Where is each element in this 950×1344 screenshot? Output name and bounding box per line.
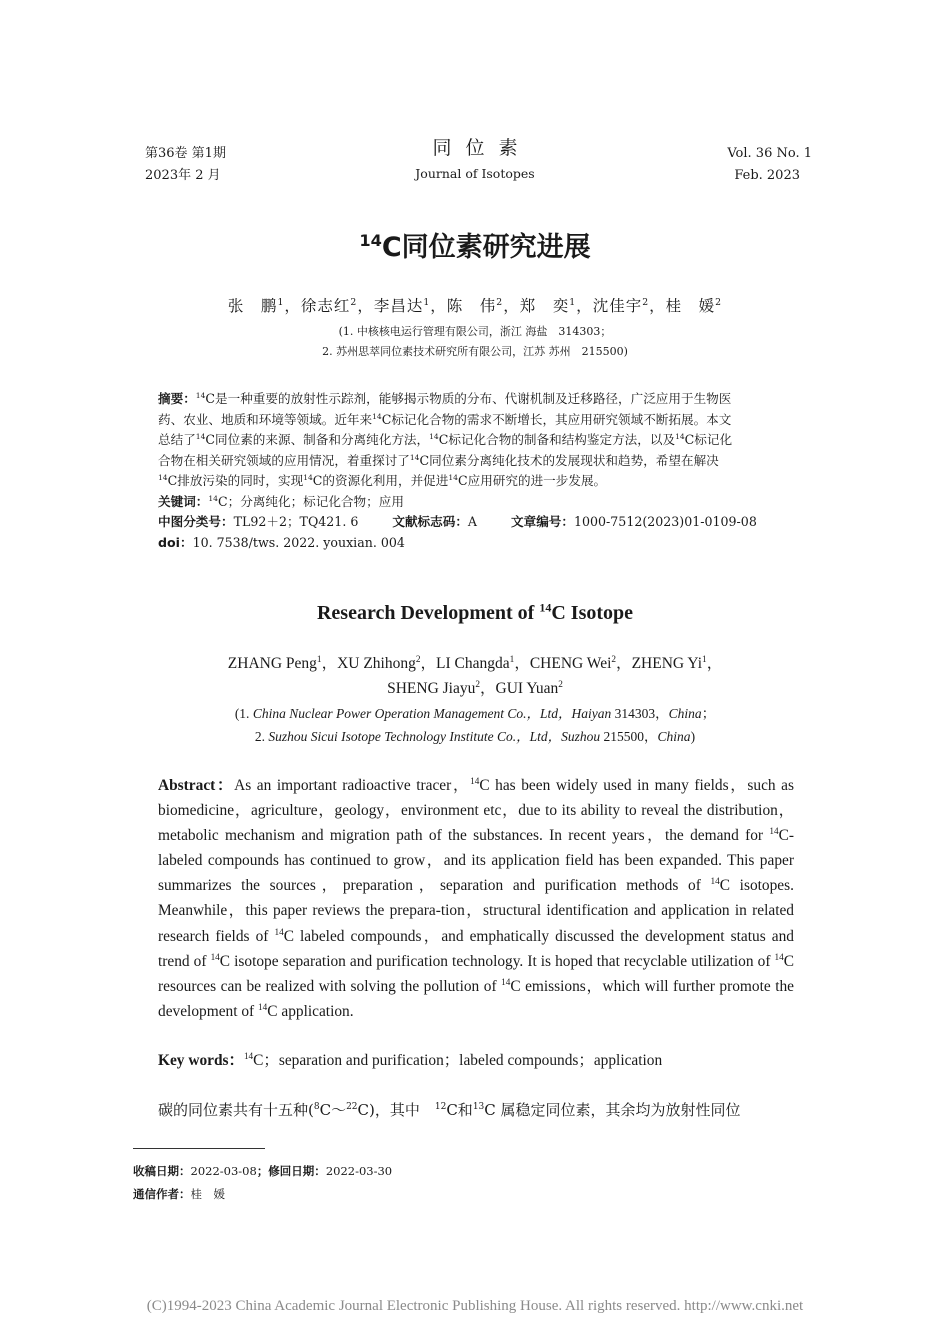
affiliation-en-2 bbox=[0, 726, 950, 749]
abstract-en-text: C labeled compounds，and emphatically discussed the development status and trend of bbox=[158, 927, 794, 970]
journal-name bbox=[380, 135, 570, 185]
aff-en-1-country: China bbox=[668, 706, 702, 721]
abstract-cn bbox=[158, 389, 794, 553]
title-text: C同位素研究进展 bbox=[381, 232, 591, 263]
author-en-name: GUI Yuan bbox=[495, 680, 559, 697]
author-separator: ， bbox=[514, 655, 530, 672]
abstract-cn-line bbox=[158, 389, 794, 410]
author-separator: ， bbox=[357, 297, 374, 315]
author-cn-affiliation-mark: 1 bbox=[423, 296, 431, 308]
affiliation-en-1 bbox=[0, 703, 950, 726]
author-en-name: XU Zhihong bbox=[337, 655, 416, 672]
aff-en-2-org: Suzhou Sicui Isotope Technology Institute Co.，Ltd，Suzhou bbox=[268, 728, 601, 744]
abstract-cn-text: C是一种重要的放射性示踪剂，能够揭示物质的分布、代谢机制及迁移路径，广泛应用于生物医 bbox=[205, 391, 732, 406]
author-en-affiliation-mark: 1 bbox=[316, 654, 322, 665]
author-cn-name: 张 鹏 bbox=[227, 297, 278, 315]
isotope-superscript: 14 bbox=[470, 775, 480, 786]
abstract-en-label: Abstract： bbox=[158, 777, 235, 794]
author-separator: ， bbox=[706, 655, 723, 672]
keywords-en-label: Key words： bbox=[158, 1052, 244, 1069]
abstract-cn-text: C标记化合物的需求不断增长，其应用研究领域不断拓展。本文 bbox=[381, 411, 732, 427]
revised-date: 2022-03-30 bbox=[325, 1164, 393, 1178]
authors-en-line-2 bbox=[0, 676, 950, 701]
doc-code-value: A bbox=[467, 514, 478, 529]
body-text-4: C和 bbox=[446, 1101, 473, 1119]
title-superscript: 14 bbox=[359, 231, 382, 250]
author-cn-name: 陈 伟 bbox=[446, 297, 497, 315]
isotope-superscript: 14 bbox=[195, 390, 206, 400]
isotope-superscript: 14 bbox=[710, 876, 720, 887]
isotope-superscript: 14 bbox=[448, 472, 458, 482]
keywords-cn-sup: 14 bbox=[208, 493, 218, 503]
paper-title-cn bbox=[0, 226, 950, 270]
author-en-affiliation-mark: 2 bbox=[611, 654, 617, 665]
keywords-en-sup: 14 bbox=[243, 1050, 254, 1061]
abstract-cn-text: C标记化 bbox=[684, 432, 733, 447]
abstract-en-text: C isotopes. Meanwhile，this paper reviews the prepara-tion，structural identification and application in related research fields of bbox=[158, 877, 794, 945]
abstract-cn-line bbox=[158, 410, 794, 431]
title-en-prefix: Research Development of bbox=[316, 602, 540, 624]
abstract-en-text: C resources can be realized with solving the pollution of bbox=[158, 952, 794, 995]
abstract-en-text: C emissions，which will further promote the development of bbox=[158, 977, 794, 1020]
clc-value: TL92＋2；TQ421. 6 bbox=[233, 514, 359, 529]
body-sup-4: 13 bbox=[472, 1102, 485, 1112]
isotope-superscript: 14 bbox=[409, 452, 420, 462]
date-cn: 2023年 2 月 bbox=[145, 168, 221, 183]
received-date: 2022-03-08 bbox=[190, 1164, 257, 1178]
abstract-cn-text: C排放污染的同时，实现 bbox=[167, 473, 304, 488]
journal-name-en: Journal of Isotopes bbox=[415, 166, 535, 181]
affiliations-en bbox=[0, 703, 950, 748]
abstract-en-text: C-labeled compounds has continued to grow，and its application field has been expanded. This paper summarizes the sources，preparation，separation and purification methods of bbox=[158, 827, 794, 895]
abstract-en bbox=[158, 773, 794, 1024]
aff-en-2-open: 2. bbox=[254, 728, 269, 744]
keywords-cn-label: 关键词： bbox=[158, 493, 209, 509]
article-number-value: 1000-7512(2023)01-0109-08 bbox=[573, 514, 757, 529]
author-en-affiliation-mark: 2 bbox=[415, 654, 421, 665]
aff-en-1-org: China Nuclear Power Operation Management Co.，Ltd，Haiyan bbox=[252, 706, 612, 721]
author-separator: ， bbox=[430, 297, 447, 315]
corresponding-label: 通信作者： bbox=[133, 1187, 191, 1201]
isotope-superscript: 14 bbox=[429, 431, 439, 441]
abstract-en-text: C application. bbox=[267, 1002, 354, 1020]
classification-row bbox=[158, 512, 794, 533]
author-cn-affiliation-mark: 2 bbox=[715, 296, 723, 308]
body-text-2: C～ bbox=[319, 1101, 347, 1119]
doi-label: doi： bbox=[158, 534, 193, 550]
author-cn-affiliation-mark: 2 bbox=[496, 296, 504, 308]
volume-issue-en: Vol. 36 No. 1 bbox=[727, 146, 812, 161]
author-en-name: ZHENG Yi bbox=[631, 655, 703, 672]
author-cn-name: 李昌达 bbox=[373, 297, 424, 315]
author-cn-affiliation-mark: 1 bbox=[277, 296, 285, 308]
keywords-en-text: C；separation and purification；labeled compounds；application bbox=[253, 1052, 663, 1069]
isotope-superscript: 14 bbox=[774, 951, 784, 962]
author-cn-name: 沈佳宇 bbox=[592, 297, 643, 315]
author-en-name: LI Changda bbox=[436, 655, 510, 672]
author-cn-affiliation-mark: 2 bbox=[350, 296, 358, 308]
isotope-superscript: 14 bbox=[769, 826, 779, 837]
author-separator: ， bbox=[321, 655, 338, 672]
isotope-superscript: 14 bbox=[501, 976, 511, 987]
abstract-cn-line bbox=[158, 430, 794, 451]
body-sup-1: 8 bbox=[313, 1102, 320, 1112]
author-en-affiliation-mark: 2 bbox=[475, 679, 481, 690]
abstract-cn-text: C同位素的来源、制备和分离纯化方法， bbox=[205, 432, 430, 447]
paper-title-en bbox=[0, 598, 950, 628]
author-en-affiliation-mark: 1 bbox=[509, 654, 515, 665]
keywords-cn bbox=[158, 492, 794, 513]
author-en-affiliation-mark: 1 bbox=[702, 654, 707, 665]
isotope-superscript: 14 bbox=[675, 431, 685, 441]
aff-en-2-code: 215500， bbox=[600, 728, 658, 744]
isotope-superscript: 14 bbox=[210, 951, 220, 962]
doi-row bbox=[158, 533, 794, 554]
authors-cn bbox=[0, 294, 950, 318]
title-en-suffix: C Isotope bbox=[551, 602, 634, 624]
abstract-cn-line bbox=[158, 471, 794, 492]
abstract-en-body bbox=[158, 777, 794, 1020]
author-cn-name: 郑 奕 bbox=[519, 297, 570, 315]
abstract-cn-text: C标记化合物的制备和结构鉴定方法，以及 bbox=[438, 432, 676, 447]
author-separator: ， bbox=[284, 297, 301, 315]
header-issue-info bbox=[145, 143, 226, 187]
isotope-superscript: 14 bbox=[195, 431, 206, 441]
abstract-cn-label: 摘要： bbox=[158, 391, 196, 406]
abstract-cn-line bbox=[158, 451, 794, 472]
isotope-superscript: 14 bbox=[258, 1001, 268, 1012]
abstract-en-text: As an important radioactive tracer， bbox=[234, 777, 471, 794]
abstract-cn-text: C应用研究的进一步发展。 bbox=[457, 473, 607, 488]
date-en: Feb. 2023 bbox=[734, 168, 800, 183]
title-en-sup: 14 bbox=[539, 600, 552, 615]
aff-en-2-end: ) bbox=[690, 728, 696, 744]
author-separator: ， bbox=[503, 297, 520, 315]
body-text-5: C 属稳定同位素，其余均为放射性同位 bbox=[484, 1101, 741, 1119]
affiliation-cn-2: 2. 苏州思萃同位素技术研究所有限公司，江苏 苏州 215500) bbox=[322, 345, 628, 358]
author-cn-name: 徐志红 bbox=[300, 297, 351, 315]
author-separator: ， bbox=[616, 655, 632, 672]
body-text-1: 碳的同位素共有十五种( bbox=[158, 1101, 314, 1119]
footnote-dates bbox=[133, 1160, 392, 1183]
body-text-3: C)，其中 bbox=[357, 1101, 435, 1119]
author-en-name: ZHANG Peng bbox=[227, 655, 317, 672]
isotope-superscript: 14 bbox=[158, 472, 168, 482]
abstract-en-text: C has been widely used in many fields，such as biomedicine，agriculture，geology，environment etc，due to its ability to reveal the distribution，metabolic mechanism and migration path of the substances. In recent years，the demand for bbox=[158, 777, 795, 845]
abstract-cn-text: 药、农业、地质和环境等领域。近年来 bbox=[158, 411, 373, 427]
abstract-cn-body bbox=[158, 389, 794, 492]
isotope-superscript: 14 bbox=[372, 411, 382, 421]
corresponding-author: 桂 媛 bbox=[190, 1187, 225, 1201]
abstract-cn-text: 总结了 bbox=[158, 432, 196, 447]
authors-en-line-1 bbox=[0, 651, 950, 676]
body-sup-3: 12 bbox=[434, 1102, 447, 1112]
author-cn-affiliation-mark: 2 bbox=[642, 296, 650, 308]
abstract-cn-text: 合物在相关研究领域的应用情况，着重探讨了 bbox=[158, 452, 410, 468]
author-separator: ， bbox=[576, 297, 593, 315]
author-separator: ， bbox=[420, 655, 437, 672]
aff-en-1-code: 314303， bbox=[611, 706, 669, 721]
body-sup-2: 22 bbox=[346, 1102, 358, 1112]
affiliation-cn-1: (1. 中核核电运行管理有限公司，浙江 海盐 314303； bbox=[338, 325, 612, 338]
author-cn-affiliation-mark: 1 bbox=[569, 296, 577, 308]
received-label: 收稿日期： bbox=[133, 1164, 191, 1178]
revised-label: ；修回日期： bbox=[256, 1164, 326, 1178]
author-cn-name: 桂 媛 bbox=[665, 297, 716, 315]
footnotes bbox=[133, 1160, 392, 1206]
author-en-name: SHENG Jiayu bbox=[387, 680, 476, 697]
clc-label: 中图分类号： bbox=[158, 514, 234, 529]
aff-en-2-country: China bbox=[657, 728, 691, 744]
copyright-footer: (C)1994-2023 China Academic Journal Electronic Publishing House. All rights reserved. http://www.cnki.net bbox=[146, 1298, 804, 1314]
author-separator: ， bbox=[649, 297, 666, 315]
aff-en-1-end: ； bbox=[701, 706, 716, 721]
author-separator: ， bbox=[480, 680, 496, 697]
abstract-en-text: C isotope separation and purification technology. It is hoped that recyclable utilization of bbox=[219, 952, 775, 970]
article-number-label: 文章编号： bbox=[511, 514, 574, 529]
doi-value[interactable]: 10. 7538/tws. 2022. youxian. 004 bbox=[192, 534, 405, 550]
footnote-divider bbox=[133, 1148, 265, 1149]
volume-issue-cn: 第36卷 第1期 bbox=[145, 146, 226, 161]
body-paragraph-start bbox=[158, 1097, 838, 1123]
author-en-affiliation-mark: 2 bbox=[558, 679, 563, 690]
abstract-cn-text: C的资源化利用，并促进 bbox=[312, 473, 449, 488]
doc-code-label: 文献标志码： bbox=[392, 514, 468, 529]
abstract-cn-text: C同位素分离纯化技术的发展现状和趋势，希望在解决 bbox=[419, 452, 719, 468]
keywords-en bbox=[158, 1048, 794, 1073]
isotope-superscript: 14 bbox=[274, 926, 284, 937]
isotope-superscript: 14 bbox=[303, 472, 313, 482]
footnote-corresponding bbox=[133, 1183, 392, 1206]
keywords-cn-text: C；分离纯化；标记化合物；应用 bbox=[217, 493, 404, 509]
authors-en bbox=[0, 651, 950, 701]
journal-name-cn: 同位素 bbox=[432, 137, 532, 159]
author-en-name: CHENG Wei bbox=[529, 655, 612, 672]
aff-en-1-open: (1. bbox=[234, 706, 253, 721]
header-volume-info bbox=[727, 143, 812, 187]
